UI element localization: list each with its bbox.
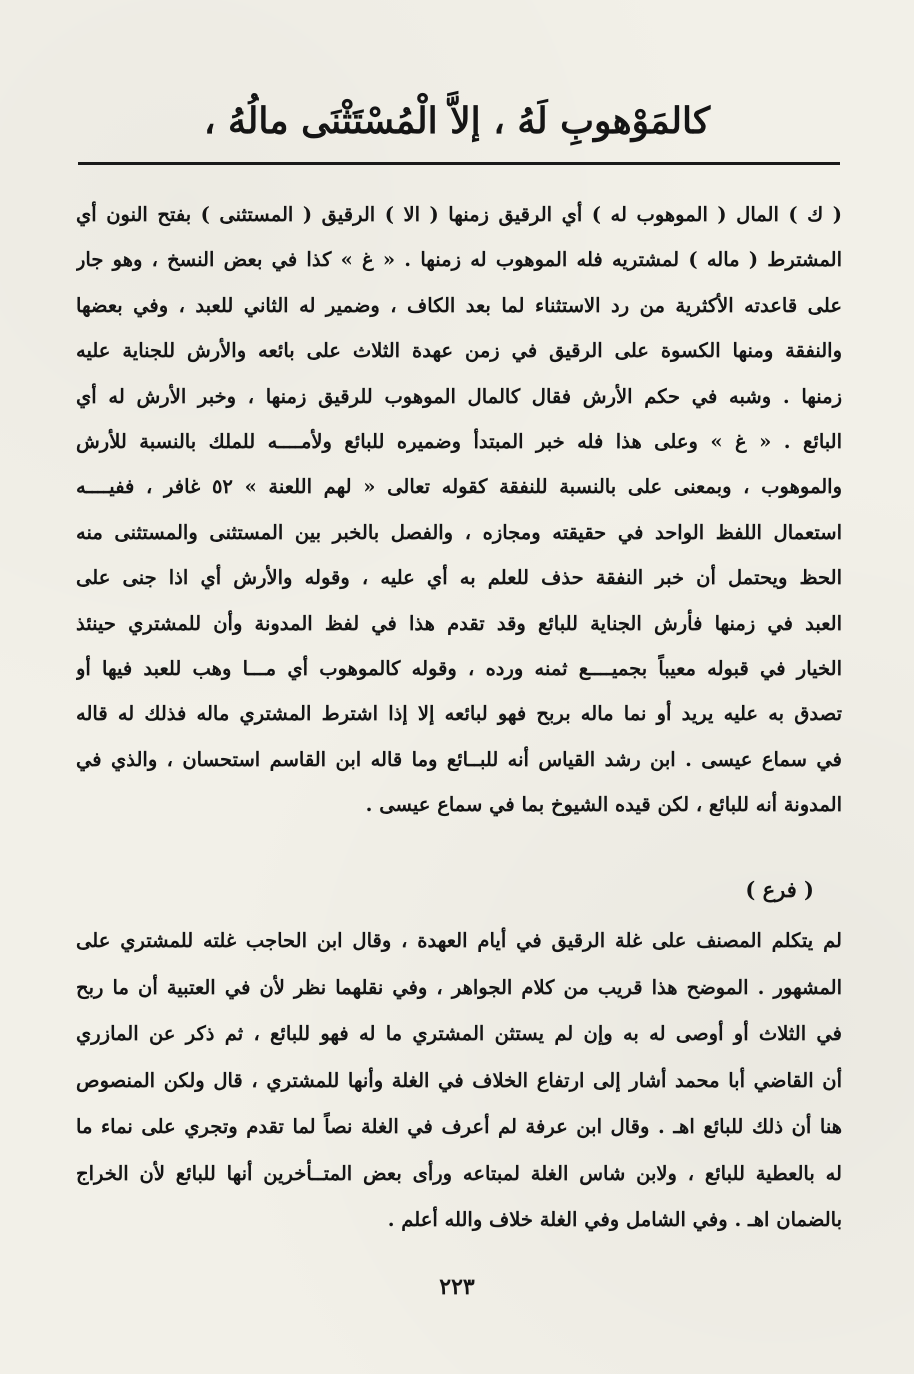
heading-divider	[78, 162, 840, 165]
text-line: له بالعطية للبائع ، ولابن شاس الغلة لمبتاعه ورأى بعض المتــأخرين أنها للبائع لأن الخراج	[76, 1161, 842, 1185]
text-line: تصدق به عليه يريد أو نما ماله بربح فهو لبائعه إلا إذا اشترط المشتري ماله فذلك له قاله	[76, 702, 842, 726]
text-line: العبد في زمنها فأرش الجناية للبائع وقد تقدم هذا في لفظ المدونة وأن للمشتري حينئذ	[76, 611, 842, 635]
text-line: البائع . « غ » وعلى هذا فله خبر المبتدأ وضميره للبائع ولأمــــه للملك بالنسبة للأرش	[76, 430, 842, 454]
text-line: على قاعدته الأكثرية من رد الاستثناء لما بعد الكاف ، وضمير له الثاني للعبد ، وفي بعضها	[76, 293, 842, 317]
text-line: هنا أن ذلك للبائع اهـ . وقال ابن عرفة لم أعرف في الغلة نصاً لما تقدم وتجري على نماء ما	[76, 1115, 842, 1138]
commentary-paragraph-2	[76, 918, 842, 1244]
commentary-paragraph-1	[76, 192, 842, 828]
text-line: والموهوب ، وبمعنى على بالنسبة للنفقة كقوله تعالى « لهم اللعنة » ٥٢ غافر ، ففيــــه	[76, 475, 842, 499]
text-line: استعمال اللفظ الواحد في حقيقته ومجازه ، والفصل بالخبر بين المستثنى والمستثنى منه	[76, 520, 842, 544]
section-subheading: ( فرع )	[745, 877, 814, 902]
text-line: زمنها . وشبه في حكم الأرش فقال كالمال الموهوب للرقيق زمنها ، وخبر الأرش له أي	[76, 384, 842, 408]
text-line: المشترط ( ماله ) لمشتريه فله الموهوب له زمنها . « غ » كذا في بعض النسخ ، وهو جار	[76, 248, 842, 272]
page-number: ٢٢٣	[439, 1274, 475, 1300]
text-line: الحظ ويحتمل أن خبر النفقة حذف للعلم به أي عليه ، وقوله والأرش أي اذا جنى على	[76, 566, 842, 590]
text-line: ( ك ) المال ( الموهوب له ) أي الرقيق زمنها ( الا ) الرقيق ( المستثنى ) بفتح النون أي	[76, 203, 842, 226]
text-line: في الثلاث أو أوصى له به وإن لم يستثن المشتري ما له فهو للبائع ، ثم ذكر عن المازري	[76, 1022, 842, 1045]
text-line: المدونة أنه للبائع ، لكن قيده الشيوخ بما في سماع عيسى .	[365, 793, 842, 817]
text-line: المشهور . الموضح هذا قريب من كلام الجواهر ، وفي نقلهما نظر لأن في العتبية أن ما ربح	[76, 975, 842, 999]
text-line: لم يتكلم المصنف على غلة الرقيق في أيام العهدة ، وقال ابن الحاجب غلته للمشتري على	[76, 929, 842, 952]
text-line: بالضمان اهـ . وفي الشامل وفي الغلة خلاف والله أعلم .	[387, 1208, 842, 1231]
verse-heading: كالمَوْهوبِ لَهُ ، إلاَّ الْمُسْتَثْنَى مالُهُ ،	[203, 100, 711, 142]
text-line: في سماع عيسى . ابن رشد القياس أنه للبــائع وما قاله ابن القاسم استحسان ، والذي في	[76, 747, 842, 771]
text-line: والنفقة ومنها الكسوة على الرقيق في زمن عهدة الثلاث على بائعه والأرش للجناية عليه	[76, 339, 842, 363]
text-line: الخيار في قبوله معيباً بجميــــع ثمنه ورده ، وقوله كالموهوب أي مـــا وهب للعبد فيها أو	[76, 657, 842, 681]
text-line: أن القاضي أبا محمد أشار إلى ارتفاع الخلاف في الغلة وأنها للمشتري ، قال ولكن المنصوص	[76, 1068, 842, 1092]
